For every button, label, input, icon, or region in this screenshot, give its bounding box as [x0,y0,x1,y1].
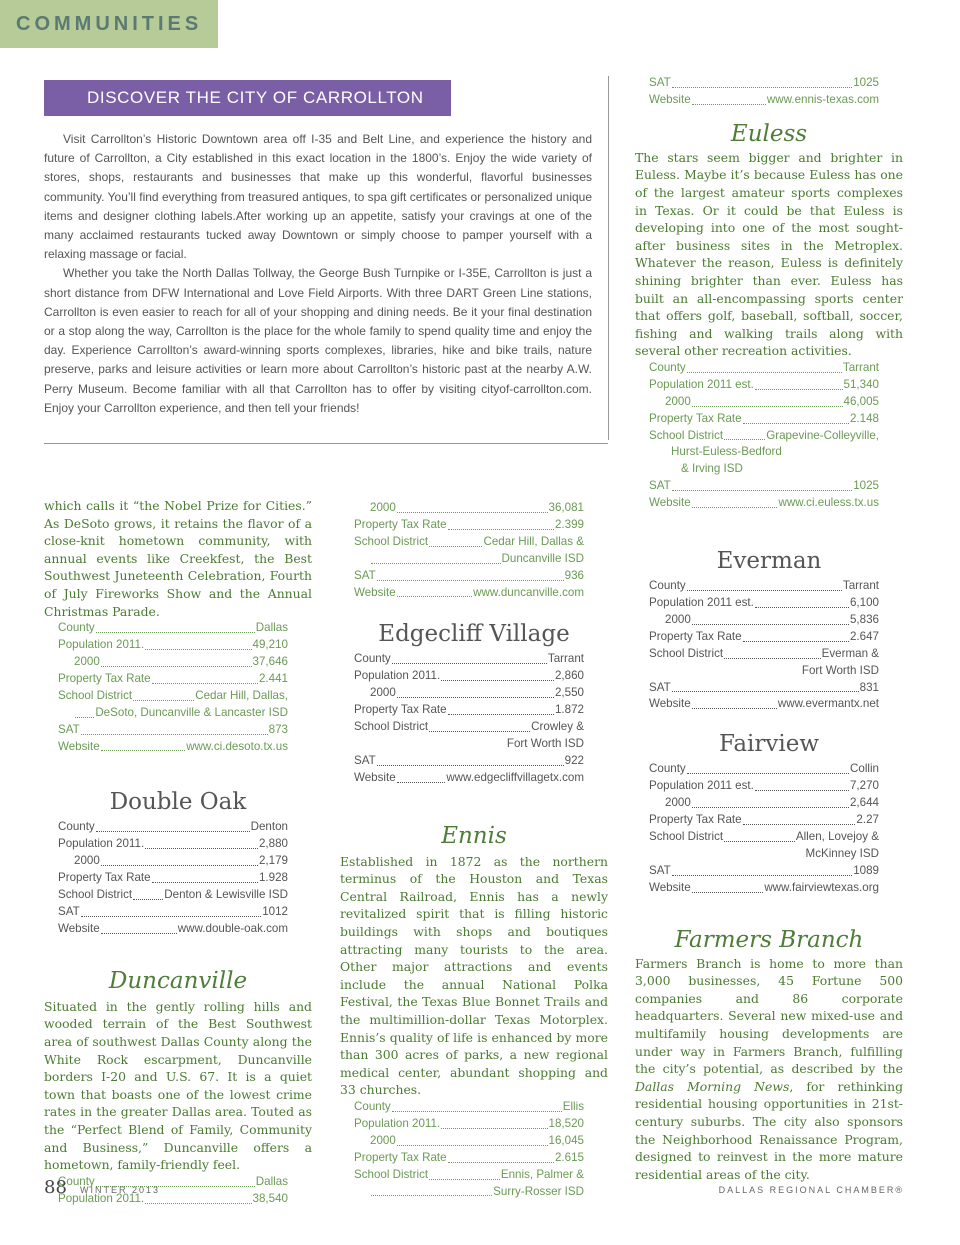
duncanville-stats-cont [354,500,584,601]
stat-row: 2000 36,081 [370,501,584,514]
duncanville-heading: Duncanville [108,967,248,994]
stat-row: SAT 873 [58,722,288,736]
stat-row: Population 2011. 38,540 [58,1191,288,1205]
desoto-text: which calls it “the Nobel Prize for Cities.” As DeSoto grows, it retains the flavor of a close-knit hometown community, with annual events like Creekfest, the Best Southwest Juneteenth Celebration, Fourth of July Fireworks Show and the Annual Christmas Parade. [44,498,312,619]
euless-text: The stars seem bigger and brighter in Euless. Maybe it’s because Euless has one of the largest amateur sports complexes in Texas. Or it could be that Euless is developing into one of the most sought-after business sites in the Metroplex. Whatever the reason, Euless is definitely shining brighter than ever. Euless has built an all-encompassing sports center that offers golf, baseball, softball, soccer, fishing and walking trails along with several other recreation activities. [635,149,903,359]
stat-row: SAT 1089 [649,863,879,877]
stat-row: Population 2011 est. 51,340 [649,377,879,391]
edgecliff-heading: Edgecliff Village [378,621,570,648]
stat-row: 2000 46,005 [665,394,879,408]
stat-row: School District Allen, Lovejoy & [649,829,879,843]
stat-row: Population 2011. 18,520 [354,1116,584,1130]
intro-right-rule [608,76,609,440]
stat-continuation: & Irving ISD [681,462,743,476]
section-tab-label: COMMUNITIES [16,13,203,35]
stat-row: School District Crowley & [354,720,584,734]
stat-row: Population 2011. 2,880 [58,837,288,851]
stat-row: SAT 1025 [649,479,879,493]
carrollton-intro [44,130,592,418]
stat-row: Population 2011 est. 6,100 [649,596,879,609]
issue-season: WINTER 2013 [80,1185,161,1195]
stat-continuation: McKinney ISD [805,846,879,860]
duncanville-text: Situated in the gently rolling hills and wooded terrain of the Best Southwest area of southwest Dallas County along the White Rock escarpment, Duncanville borders I-20 and U.S. 67. It is a quiet town that boasts one of the lowest crime rates in the greater Dallas area. Touted as the “Perfect Blend of Family, Community and Business,” Duncanville offers a hometown, family-friendly feel. [44,998,312,1173]
intro-bottom-rule [44,443,608,444]
stat-row: Surry-Rosser ISD [354,1184,584,1201]
stat-row: Property Tax Rate 2.399 [354,517,584,531]
stat-row: County Dallas [58,1174,288,1188]
stat-row: Property Tax Rate 2.615 [354,1150,584,1164]
stat-row: County Tarrant [649,579,879,593]
double-oak-stats [58,819,288,937]
stat-row: SAT 1012 [58,904,288,918]
stat-row: Duncanville ISD [354,551,584,568]
stat-row: Property Tax Rate 2.27 [649,813,879,827]
fairview-heading: Fairview [718,731,820,758]
stat-row: Property Tax Rate 1.928 [58,871,288,885]
ennis-text: Established in 1872 as the northern terminus of the Houston and Texas Central Railroad, Ennis has a newly revitalized spirit that is filling historic buildings with shops and boutiques attracting many tourists to the area. Other major attractions and events include the annual National Polka Festival, the Texas Blue Bonnet Trails and the multimillion-dollar Texas Motorplex. Ennis’s quality of life is enhanced by more than 300 acres of parks, a new regional medical center, abundant shopping and 33 churches. [340,853,608,1098]
stat-row: School District Cedar Hill, Dallas, [58,688,288,702]
ennis-heading: Ennis [441,822,507,849]
stat-row: 2000 2,179 [74,854,288,868]
stat-row: Website www.ci.euless.tx.us [649,496,879,510]
stat-row: 2000 16,045 [370,1133,584,1147]
euless-heading: Euless [730,120,808,147]
newspaper-title: Dallas Morning News [635,1078,790,1094]
page-number: 88 [44,1177,67,1198]
stat-row: County Collin [649,762,879,776]
stat-row: Website www.double-oak.com [58,921,288,935]
stat-row: Population 2011 est. 7,270 [649,779,879,793]
farmers-branch-heading: Farmers Branch [674,926,864,953]
stat-row: 2000 37,646 [74,654,288,668]
stat-row: School District Cedar Hill, Dallas & [354,534,584,548]
farmers-branch-text: Farmers Branch is home to more than 3,000 businesses, 45 Fortune 500 companies and 86 corporate headquarters. Several new mixed-use and multifamily housing developments are under way in Farmers Branch, fulfilling the city’s potential, as described by the Dallas Morning News, for rethinking residential housing opportunities in 21st-century suburbs. The city also sponsors the Neighborhood Renaissance Program, designed to reinvest in the more mature residential areas of the city. [635,955,904,1182]
stat-row: Website www.ci.desoto.tx.us [58,739,288,753]
stat-continuation: Fort Worth ISD [506,736,584,750]
stat-row: Website www.ennis-texas.com [649,92,879,106]
everman-stats [649,578,879,713]
edgecliff-stats [354,651,584,786]
publisher-name: DALLAS REGIONAL CHAMBER® [718,1185,904,1195]
stat-row: Population 2011. 2,860 [354,669,584,683]
stat-row: SAT 922 [354,753,584,767]
stat-row: School District Grapevine-Colleyville, [649,428,879,442]
stat-row: Website www.evermantx.net [649,697,879,711]
intro-paragraph-2: Whether you take the North Dallas Tollway, the George Bush Turnpike or I-35E, Carrollton is just a short distance from DFW International and Love Field Airports. With three DART Green Line stations, Carrollton is even easier to reach for all of your shopping and dining needs. Be it your final destination or a stop along the way, Carrollton is the place for the whole family to spend quality time and enjoy the day. Experience Carrollton’s award-winning sports complexes, libraries, hike and bike trails, nature preserve, parks and leisure activities or learn more about Carrollton’s historic past at the nearby A.W. Perry Museum. Become familiar with all that Carrollton has to offer by visiting cityof-carrollton.com. Enjoy your Carrollton experience, and then tell your friends! [44,266,592,415]
column-3 [635,75,903,1183]
intro-paragraph-1: Visit Carrollton’s Historic Downtown area off I-35 and Belt Line, and experience the history and future of Carrollton, a City established in this exact location in the 1800’s. Enjoy the wide variety of stores, shops, restaurants and businesses that make up this wonderful, flavorful businesses community. You’ll find everything from treasured antiques, to spa gift certificates or personalized unique items and designer clothing labels.After working up an appetite, satisfy your cravings at one of the many acclaimed restaurants tucked away Downtown or simply choose to pamper yourself with a relaxing massage or facial. [44,132,592,262]
stat-row: 2000 2,550 [370,686,584,700]
fairview-stats [649,761,879,896]
stat-row: County Tarrant [354,652,584,666]
double-oak-heading: Double Oak [109,789,247,816]
ennis-stats-start [354,1099,584,1200]
stat-row: DeSoto, Duncanville & Lancaster ISD [58,705,288,722]
stat-row: SAT 936 [354,568,584,582]
stat-row: SAT 831 [649,680,879,694]
column-2 [340,500,608,1200]
euless-stats [649,360,879,512]
stat-row: Property Tax Rate 1.872 [354,703,584,717]
stat-row: Population 2011. 49,210 [58,638,288,652]
section-tab [0,0,218,48]
stat-continuation: Hurst-Euless-Bedford [671,445,782,459]
ennis-stats-cont [649,75,879,109]
stat-row: School District Ennis, Palmer & [354,1167,584,1181]
stat-row: Property Tax Rate 2.441 [58,671,288,685]
stat-row: 2000 5,836 [665,612,879,626]
stat-row: School District Everman & [649,646,879,660]
stat-row: County Ellis [354,1100,584,1113]
desoto-stats [58,620,288,755]
stat-row: School District Denton & Lewisville ISD [58,888,288,902]
stat-continuation: Fort Worth ISD [801,663,879,677]
stat-row: County Denton [58,820,288,834]
stat-row: Property Tax Rate 2.647 [649,629,879,643]
column-1 [44,497,312,1208]
stat-row: County Dallas [58,621,288,635]
stat-row: Website www.duncanville.com [354,585,584,599]
stat-row: SAT 1025 [649,76,879,89]
everman-heading: Everman [716,548,822,575]
carrollton-banner: DISCOVER THE CITY OF CARROLLTON [44,80,451,116]
stat-row: Website www.edgecliffvillagetx.com [354,770,584,784]
stat-row: Website www.fairviewtexas.org [649,880,879,894]
stat-row: Property Tax Rate 2.148 [649,411,879,425]
stat-row: 2000 2,644 [665,796,879,810]
stat-row: County Tarrant [649,360,879,374]
